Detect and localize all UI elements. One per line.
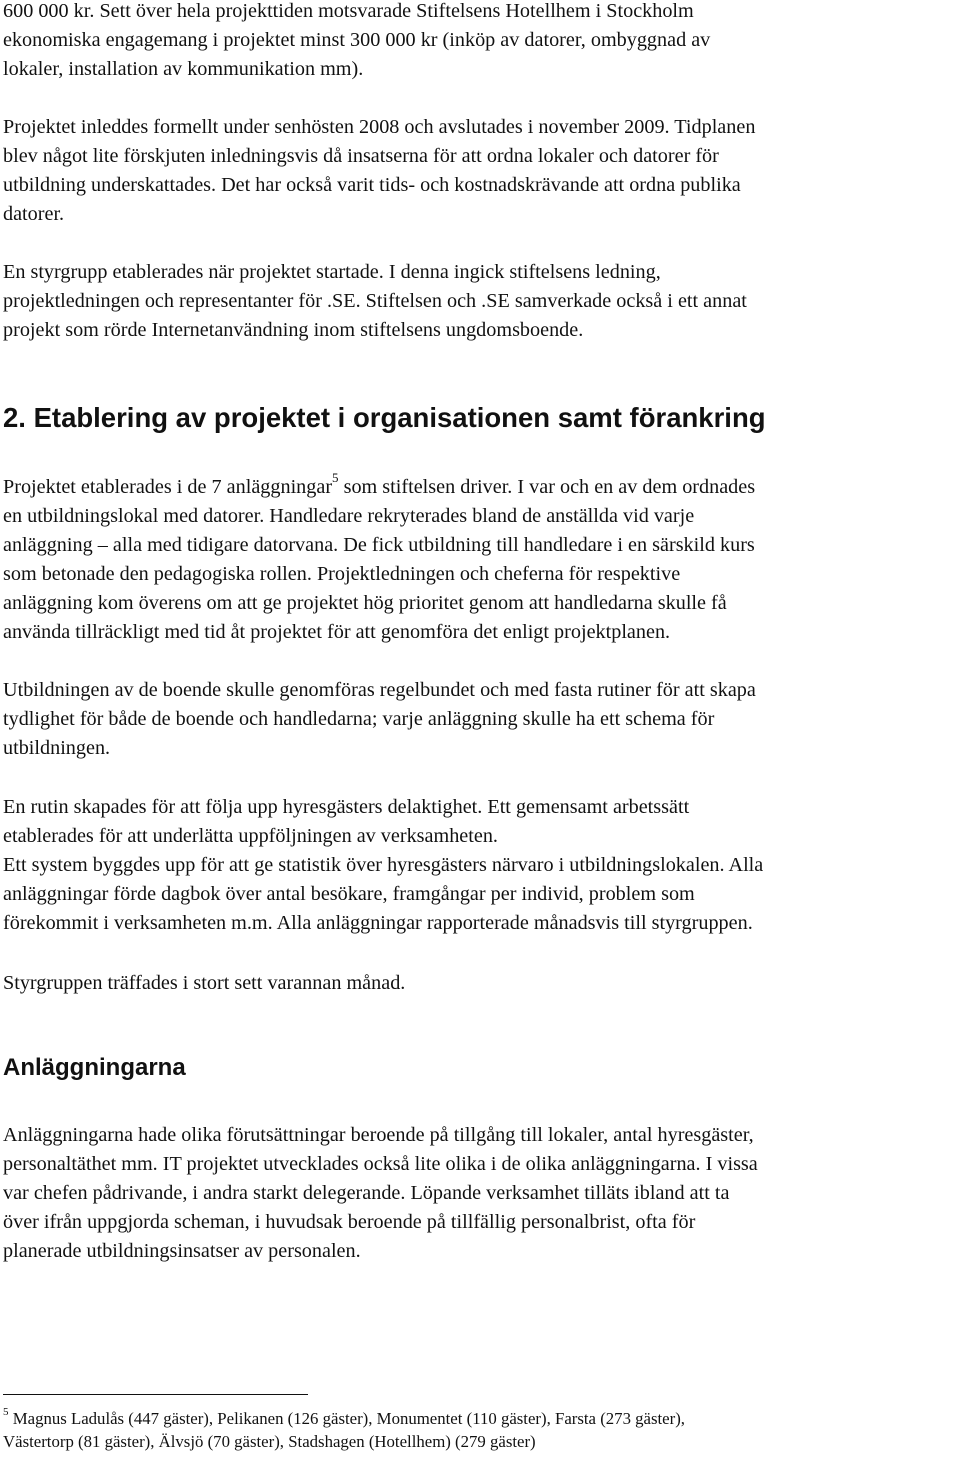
paragraph-establishment xyxy=(3,470,959,647)
text-line: personaltäthet mm. IT projektet utvecklades också lite olika i de olika anläggningarna. I vissa xyxy=(3,1153,758,1175)
text-line: lokaler, installation av kommunikation mm). xyxy=(3,58,364,80)
text-line: en utbildningslokal med datorer. Handledare rekryterades bland de anställda vid varje xyxy=(3,505,695,527)
paragraph-steering-group xyxy=(3,258,959,345)
text-line: datorer. xyxy=(3,203,65,225)
text-line: Ett system byggdes upp för att ge statistik över hyresgästers närvaro i utbildningslokalen. Alla xyxy=(3,854,764,876)
text-fragment: som stiftelsen driver. I var och en av dem ordnades xyxy=(338,476,756,498)
text-fragment: Projektet etablerades i de 7 anläggningar xyxy=(3,476,333,498)
text-line xyxy=(3,470,959,502)
text-line: En rutin skapades för att följa upp hyresgästers delaktighet. Ett gemensamt arbetssätt xyxy=(3,796,690,818)
text-line: använda tillräckligt med tid åt projektet för att genomföra det enligt projektplanen. xyxy=(3,621,671,643)
text-line: tydlighet för både de boende och handledarna; varje anläggning skulle ha ett schema för xyxy=(3,708,715,730)
footnote xyxy=(3,1407,959,1453)
text-line: anläggning – alla med tidigare datorvana. De fick utbildning till handledare i en särskild kurs xyxy=(3,534,755,556)
footnote-number: 5 xyxy=(3,1406,9,1419)
text-line: etablerades för att underlätta uppföljningen av verksamheten. xyxy=(3,825,498,847)
text-line: Styrgruppen träffades i stort sett varannan månad. xyxy=(3,972,406,994)
text-line: Utbildningen av de boende skulle genomföras regelbundet och med fasta rutiner för att skapa xyxy=(3,679,756,701)
text-line: utbildning underskattades. Det har också varit tids- och kostnadskrävande att ordna publika xyxy=(3,174,741,196)
text-line: 600 000 kr. Sett över hela projekttiden motsvarade Stiftelsens Hotellhem i Stockholm xyxy=(3,0,694,22)
paragraph-training xyxy=(3,676,959,763)
text-line: anläggningar förde dagbok över antal besökare, framgångar per individ, problem som xyxy=(3,883,695,905)
paragraph-cost-summary xyxy=(3,0,959,84)
text-line: blev något lite förskjuten inledningsvis då insatserna för att ordna lokaler och datorer för xyxy=(3,145,719,167)
footnote-line: Västertorp (81 gäster), Älvsjö (70 gäster), Stadshagen (Hotellhem) (279 gäster) xyxy=(3,1432,536,1451)
text-line: ekonomiska engagemang i projektet minst 300 000 kr (inköp av datorer, ombyggnad av xyxy=(3,29,711,51)
text-line: utbildningen. xyxy=(3,737,111,759)
footnote-text: Magnus Ladulås (447 gäster), Pelikanen (126 gäster), Monumentet (110 gäster), Farsta (273 gäster), xyxy=(8,1409,686,1428)
subheading-facilities: Anläggningarna xyxy=(3,1054,186,1081)
text-line: projektledningen och representanter för .SE. Stiftelsen och .SE samverkade också i ett annat xyxy=(3,290,747,312)
text-line: Projektet inleddes formellt under senhösten 2008 och avslutades i november 2009. Tidplanen xyxy=(3,116,756,138)
text-line: Anläggningarna hade olika förutsättningar beroende på tillgång till lokaler, antal hyresgäster, xyxy=(3,1124,754,1146)
footnote-line xyxy=(3,1407,959,1430)
text-line: anläggning kom överens om att ge projektet hög prioritet genom att handledarna skulle få xyxy=(3,592,727,614)
section-heading: 2. Etablering av projektet i organisationen samt förankring xyxy=(3,402,766,433)
text-line: planerade utbildningsinsatser av personalen. xyxy=(3,1240,361,1262)
text-line: förekommit i verksamheten m.m. Alla anläggningar rapporterade månadsvis till styrgruppen. xyxy=(3,912,753,934)
text-line: projekt som rörde Internetanvändning inom stiftelsens ungdomsboende. xyxy=(3,319,584,341)
text-line: var chefen pådrivande, i andra starkt delegerande. Löpande verksamhet tilläts ibland att ta xyxy=(3,1182,730,1204)
paragraph-routines xyxy=(3,793,959,938)
paragraph-facilities xyxy=(3,1121,959,1266)
text-line: som betonade den pedagogiska rollen. Projektledningen och cheferna för respektive xyxy=(3,563,681,585)
footnote-separator xyxy=(3,1394,308,1395)
text-line: En styrgrupp etablerades när projektet startade. I denna ingick stiftelsens ledning, xyxy=(3,261,661,283)
footnote-ref: 5 xyxy=(332,470,339,486)
paragraph-meetings xyxy=(3,969,959,998)
text-line: över ifrån uppgjorda scheman, i huvudsak beroende på tillfällig personalbrist, ofta för xyxy=(3,1211,696,1233)
paragraph-timeline xyxy=(3,113,959,229)
